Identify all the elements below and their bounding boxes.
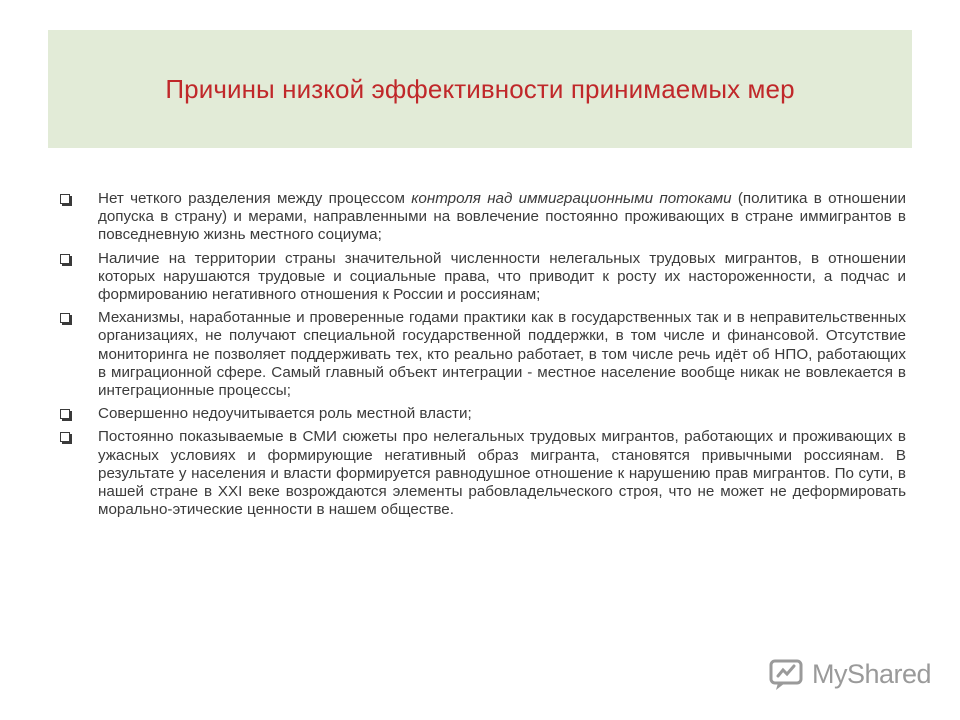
list-item-text-part: (политика в отношении допуска в страну) и мерами, направленными на вовлечение постоянно проживающих в стране иммигрантов в повседневную жизнь местного социума; [98, 190, 906, 244]
checkbox-bullet-icon [60, 432, 72, 444]
checkbox-bullet-icon [60, 194, 72, 206]
list-item-text: Совершенно недоучитывается роль местной власти; [98, 405, 472, 423]
slide-title: Причины низкой эффективности принимаемых мер [165, 73, 795, 104]
list-item-text: Наличие на территории страны значительной численности нелегальных трудовых мигрантов, в отношении которых нарушаются трудовые и социальные права, что приводит к росту их настороженности, а подчас и формированию негативного отношения к России и россиянам; [98, 249, 906, 304]
list-item [56, 428, 906, 519]
watermark [768, 656, 931, 692]
checkbox-bullet-icon [60, 409, 72, 421]
list-item [56, 190, 906, 245]
list-item-text: Механизмы, наработанные и проверенные годами практики как в государственных так и в неправительственных организациях, не получают специальной государственной поддержки, в том числе и финансовой. Отсутствие мониторинга не позволяет поддерживать тех, кто реально работает, в том числе речь идёт об НПО, работающих в миграционной сфере. Самый главный объект интеграции - местное население вообще никак не вовлекается в интеграционные процессы; [98, 309, 906, 400]
list-item-text-emphasis: контроля над иммиграционными потоками [411, 190, 732, 207]
list-item [56, 405, 906, 423]
list-item-text-part: Нет четкого разделения между процессом [98, 190, 412, 207]
list-item-text [98, 190, 906, 245]
list-item-text: Постоянно показываемые в СМИ сюжеты про нелегальных трудовых мигрантов, работающих и проживающих в ужасных условиях и формирующие негативный образ мигранта, становятся привычными россиянам. В результате у населения и власти формируется равнодушное отношение к нарушению прав мигрантов. По сути, в нашей стране в XXI веке возрождаются элементы рабовладельческого строя, что не может не деформировать морально-этические ценности в нашем обществе. [98, 428, 906, 519]
myshared-logo-icon [768, 656, 808, 692]
title-banner [48, 30, 912, 148]
watermark-text: MyShared [812, 658, 932, 689]
bullet-list [56, 190, 906, 524]
checkbox-bullet-icon [60, 313, 72, 325]
list-item [56, 250, 906, 305]
list-item [56, 309, 906, 400]
checkbox-bullet-icon [60, 254, 72, 266]
